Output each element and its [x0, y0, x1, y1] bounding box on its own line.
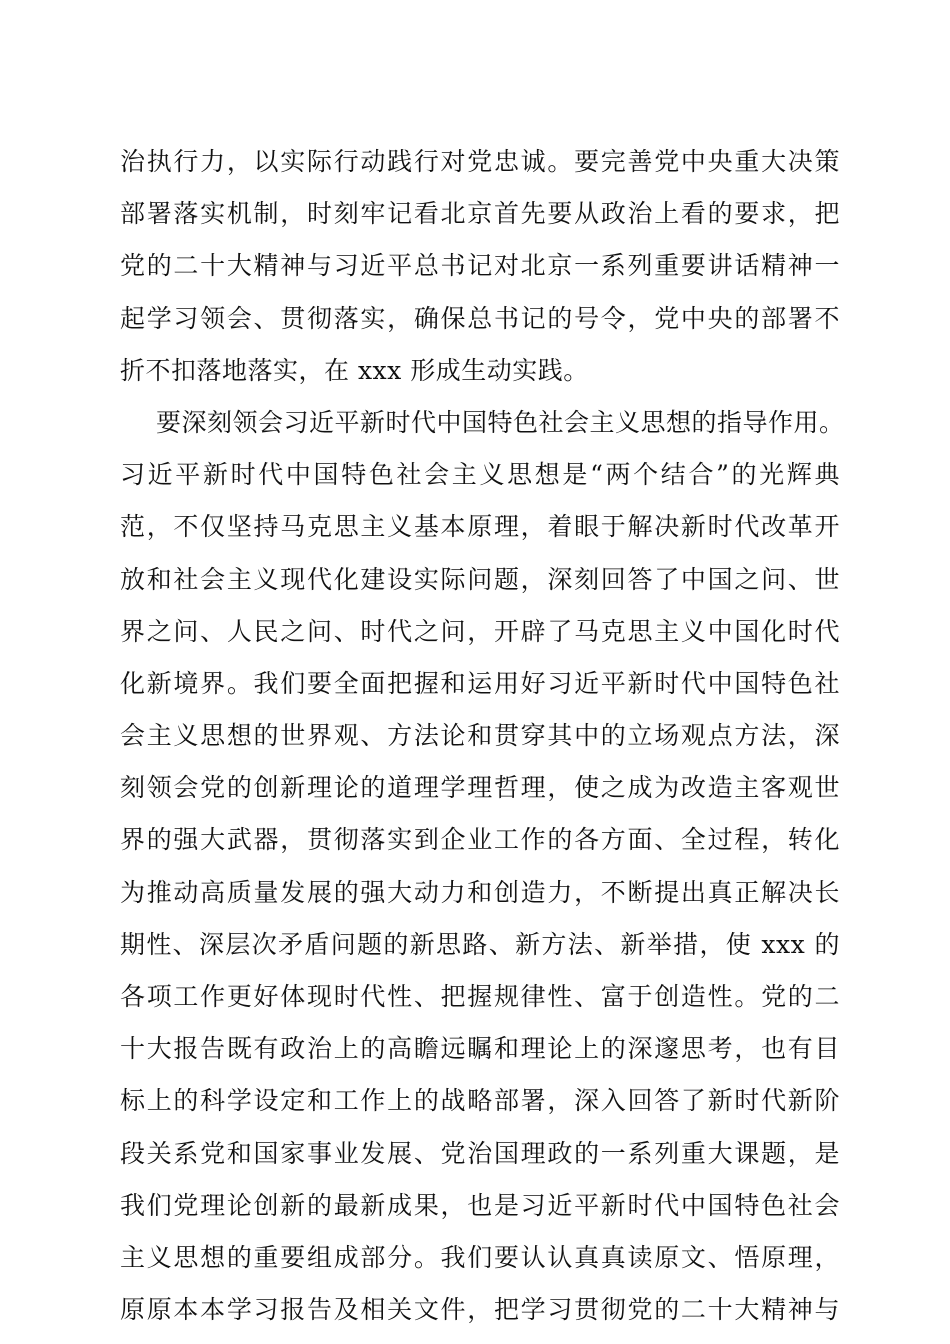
- text-line: 党的二十大精神与习近平总书记对北京一系列重要讲话精神一: [120, 251, 840, 281]
- text-line: 标上的科学设定和工作上的战略部署，深入回答了新时代新阶: [120, 1086, 840, 1116]
- text-line: 界之问、人民之问、时代之问，开辟了马克思主义中国化时代: [120, 616, 840, 646]
- text-line: 为推动高质量发展的强大动力和创造力，不断提出真正解决长: [120, 877, 840, 907]
- text-line: 部署落实机制，时刻牢记看北京首先要从政治上看的要求，把: [120, 199, 840, 229]
- text-line: 段关系党和国家事业发展、党治国理政的一系列重大课题，是: [120, 1138, 840, 1168]
- text-line: 范，不仅坚持马克思主义基本原理，着眼于解决新时代改革开: [120, 512, 840, 542]
- text-line: 主义思想的重要组成部分。我们要认认真真读原文、悟原理，: [120, 1242, 840, 1272]
- text-line: 放和社会主义现代化建设实际问题，深刻回答了中国之问、世: [120, 564, 840, 594]
- text-line: 刻领会党的创新理论的道理学理哲理，使之成为改造主客观世: [120, 773, 840, 803]
- text-line: 各项工作更好体现时代性、把握规律性、富于创造性。党的二: [120, 982, 840, 1011]
- text-line: 我们党理论创新的最新成果，也是习近平新时代中国特色社会: [120, 1190, 840, 1220]
- text-line: 治执行力，以实际行动践行对党忠诚。要完善党中央重大决策: [120, 147, 840, 176]
- text-line: 原原本本学习报告及相关文件，把学习贯彻党的二十大精神与: [120, 1295, 840, 1325]
- text-line: 十大报告既有政治上的高瞻远瞩和理论上的深邃思考，也有目: [120, 1034, 840, 1064]
- text-line: 界的强大武器，贯彻落实到企业工作的各方面、全过程，转化: [120, 825, 840, 855]
- text-line: 习近平新时代中国特色社会主义思想是“两个结合”的光辉典: [120, 460, 840, 490]
- text-line: 化新境界。我们要全面把握和运用好习近平新时代中国特色社: [120, 668, 840, 698]
- text-line: 期性、深层次矛盾问题的新思路、新方法、新举措，使 xxx 的: [120, 929, 840, 959]
- paragraph-first-line: 要深刻领会习近平新时代中国特色社会主义思想的指导作用。: [156, 407, 845, 437]
- text-line: 起学习领会、贯彻落实，确保总书记的号令，党中央的部署不: [120, 303, 840, 333]
- body-text: [120, 136, 845, 1336]
- text-line: 折不扣落地落实，在 xxx 形成生动实践。: [120, 355, 589, 385]
- text-line: 会主义思想的世界观、方法论和贯穿其中的立场观点方法，深: [120, 721, 840, 751]
